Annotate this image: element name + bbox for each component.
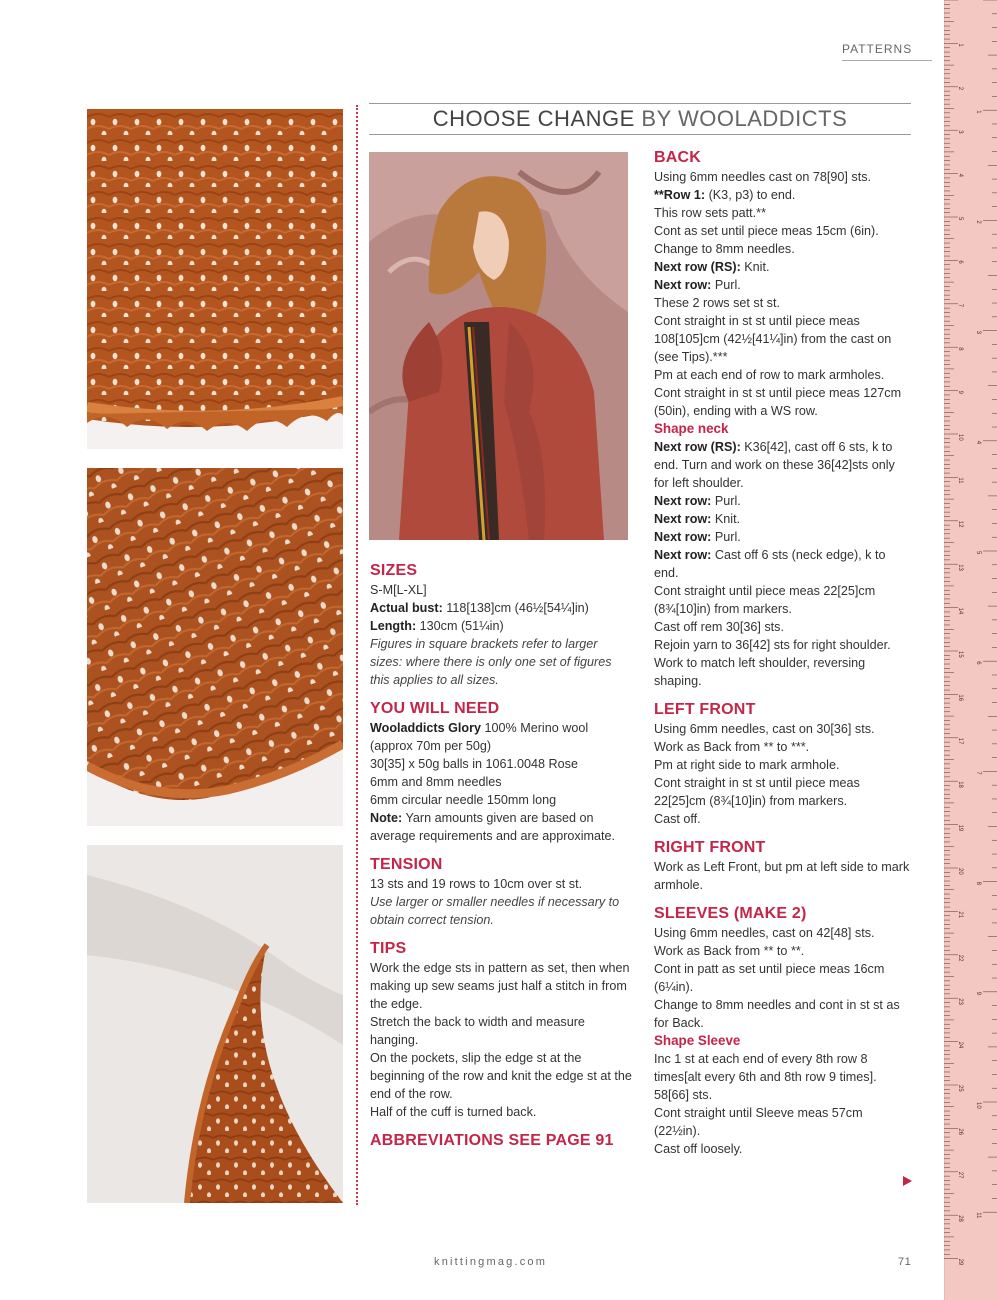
left-front-heading: LEFT FRONT [654, 701, 756, 718]
abbreviations-link[interactable]: ABBREVIATIONS SEE PAGE 91 [370, 1132, 614, 1149]
lf-l1: Using 6mm needles, cast on 30[36] sts. [654, 722, 875, 736]
back-l3: This row sets patt.** [654, 206, 766, 220]
tips-p2: Stretch the back to width and measure hanging. [370, 1015, 585, 1047]
ruler-inch-label: 9 [975, 991, 981, 996]
back-l4: Cont as set until piece meas 15cm (6in). [654, 224, 879, 238]
neck-n1: Next row (RS): K36[42], cast off 6 sts, k to end. Turn and work on these 36[42]sts only for left shoulder. [654, 440, 895, 490]
ruler-inch-label: 2 [975, 220, 981, 224]
ruler-cm-label: 19 [957, 824, 963, 832]
need-line4: 6mm circular needle 150mm long [370, 793, 557, 807]
ruler-cm-label: 17 [957, 737, 963, 745]
ruler-inch-label: 1 [975, 110, 981, 114]
ruler-cm-label: 7 [957, 303, 963, 308]
ruler-inch-label: 7 [975, 771, 981, 775]
ruler-cm-label: 6 [957, 260, 963, 264]
ruler-cm-label: 24 [957, 1041, 963, 1049]
lf-l4: Cont straight in st st until piece meas 22[25]cm (8¾[10]in) from markers. [654, 776, 860, 808]
ruler-inch-label: 11 [975, 1212, 981, 1219]
ruler-cm-label: 1 [957, 43, 963, 47]
sleeves-heading: SLEEVES (MAKE 2) [654, 905, 807, 922]
neck-n6: Cont straight until piece meas 22[25]cm (8¾[10]in) from markers. [654, 584, 876, 616]
ruler-inch-label: 3 [975, 330, 981, 334]
model-cardigan-photo [369, 152, 628, 540]
ruler-cm-label: 15 [957, 651, 963, 658]
need-line2: 30[35] x 50g balls in 1061.0048 Rose [370, 757, 578, 771]
ruler-cm-label: 11 [957, 477, 963, 484]
pattern-title [369, 103, 911, 135]
sl-l1: Using 6mm needles, cast on 42[48] sts. [654, 926, 875, 940]
ruler-cm-label: 13 [957, 564, 963, 571]
column-divider [356, 105, 358, 1205]
sizes-heading: SIZES [370, 562, 418, 579]
shape-neck-heading: Shape neck [654, 421, 729, 436]
page-number: 71 [898, 1256, 912, 1268]
shawl-lace-detail-image-bottom [87, 845, 343, 1203]
need-note: Note: Yarn amounts given are based on average requirements and are approximate. [370, 811, 616, 843]
ruler-cm-label: 25 [957, 1085, 963, 1092]
ruler-cm-label: 23 [957, 998, 963, 1005]
ruler-cm-label: 5 [957, 217, 963, 221]
back-l9: Cont straight in st st until piece meas 108[105]cm (42½[41¼]in) from the cast on (see Tips).*** [654, 314, 892, 364]
sl-l2: Work as Back from ** to **. [654, 944, 805, 958]
neck-n3: Next row: Knit. [654, 512, 741, 526]
ruler-cm-label: 2 [957, 86, 963, 91]
back-l1: Using 6mm needles cast on 78[90] sts. [654, 170, 872, 184]
sl-l3: Cont in patt as set until piece meas 16cm (6¼in). [654, 962, 885, 994]
ruler-cm-label: 28 [957, 1215, 963, 1222]
right-front-heading: RIGHT FRONT [654, 839, 766, 856]
neck-n9: Work to match left shoulder, reversing shaping. [654, 656, 866, 688]
tips-p3: On the pockets, slip the edge st at the beginning of the row and knit the edge st at the end of the row. [370, 1051, 632, 1101]
sizes-range: S-M[L-XL] [370, 583, 427, 597]
neck-n7: Cast off rem 30[36] sts. [654, 620, 784, 634]
sl-l7: Cast off loosely. [654, 1142, 743, 1156]
continue-arrow-icon[interactable] [903, 1176, 912, 1186]
ruler-cm-label: 21 [957, 911, 963, 919]
right-column [654, 148, 912, 1158]
lf-l2: Work as Back from ** to ***. [654, 740, 810, 754]
rf-l1: Work as Left Front, but pm at left side to mark armhole. [654, 860, 910, 892]
shawl-lace-detail-image-middle [87, 468, 343, 826]
ruler-cm-label: 3 [957, 130, 963, 134]
ruler-cm-label: 20 [957, 868, 963, 875]
ruler-cm-label: 4 [957, 173, 963, 177]
back-l7: Next row: Purl. [654, 278, 741, 292]
ruler-cm-label: 18 [957, 781, 963, 788]
section-label: PATTERNS [842, 42, 932, 61]
ruler-cm-label: 12 [957, 520, 963, 528]
measuring-ruler [944, 0, 997, 1300]
ruler-inch-label: 8 [975, 881, 981, 885]
neck-n2: Next row: Purl. [654, 494, 741, 508]
need-yarn: Wooladdicts Glory 100% Merino wool (approx 70m per 50g) [370, 721, 589, 753]
back-l8: These 2 rows set st st. [654, 296, 780, 310]
ruler-cm-label: 22 [957, 954, 963, 962]
ruler-cm-label: 27 [957, 1171, 963, 1179]
back-l5: Change to 8mm needles. [654, 242, 795, 256]
ruler-inch-label: 6 [975, 661, 981, 665]
tips-p1: Work the edge sts in pattern as set, then when making up sew seams just half a stitch in from the edge. [370, 961, 630, 1011]
sl-l5: Inc 1 st at each end of every 8th row 8 times[alt every 6th and 8th row 9 times]. 58[66] sts. [654, 1052, 877, 1102]
tips-p4: Half of the cuff is turned back. [370, 1105, 537, 1119]
sizes-note: Figures in square brackets refer to larger sizes: where there is only one set of figures this applies to all sizes. [370, 637, 612, 687]
lf-l5: Cast off. [654, 812, 701, 826]
need-heading: YOU WILL NEED [370, 700, 500, 717]
sizes-length: Length: 130cm (51¼in) [370, 619, 504, 633]
ruler-cm-label: 14 [957, 607, 963, 615]
title-byline: BY WOOLADDICTS [641, 106, 848, 131]
sl-l6: Cont straight until Sleeve meas 57cm (22½in). [654, 1106, 863, 1138]
footer-url: knittingmag.com [434, 1256, 548, 1268]
back-heading: BACK [654, 149, 702, 166]
middle-column [370, 561, 632, 1151]
tension-line: 13 sts and 19 rows to 10cm over st st. [370, 877, 583, 891]
back-l10: Pm at each end of row to mark armholes. [654, 368, 885, 382]
back-l6: Next row (RS): Knit. [654, 260, 770, 274]
ruler-inch-label: 10 [975, 1102, 981, 1109]
ruler-inch-label: 4 [975, 440, 981, 445]
neck-n5: Next row: Cast off 6 sts (neck edge), k to end. [654, 548, 886, 580]
ruler-cm-label: 16 [957, 694, 963, 702]
lf-l3: Pm at right side to mark armhole. [654, 758, 840, 772]
back-l11: Cont straight in st st until piece meas 127cm (50in), ending with a WS row. [654, 386, 902, 418]
ruler-cm-label: 9 [957, 390, 963, 394]
ruler-cm-label: 10 [957, 434, 963, 441]
shawl-lace-detail-image-top [87, 109, 343, 449]
shape-sleeve-heading: Shape Sleeve [654, 1033, 741, 1048]
tips-heading: TIPS [370, 940, 407, 957]
sizes-bust: Actual bust: 118[138]cm (46½[54¼]in) [370, 601, 589, 615]
title-main: CHOOSE CHANGE [432, 106, 635, 131]
neck-n4: Next row: Purl. [654, 530, 741, 544]
tension-note: Use larger or smaller needles if necessary to obtain correct tension. [370, 895, 620, 927]
ruler-cm-label: 29 [957, 1258, 963, 1266]
sl-l4: Change to 8mm needles and cont in st st as for Back. [654, 998, 900, 1030]
back-l2: **Row 1: (K3, p3) to end. [654, 188, 796, 202]
ruler-inch-label: 5 [975, 551, 981, 555]
neck-n8: Rejoin yarn to 36[42] sts for right shoulder. [654, 638, 891, 652]
tension-heading: TENSION [370, 856, 443, 873]
ruler-cm-label: 8 [957, 347, 963, 351]
ruler-cm-label: 26 [957, 1128, 963, 1136]
need-line3: 6mm and 8mm needles [370, 775, 502, 789]
